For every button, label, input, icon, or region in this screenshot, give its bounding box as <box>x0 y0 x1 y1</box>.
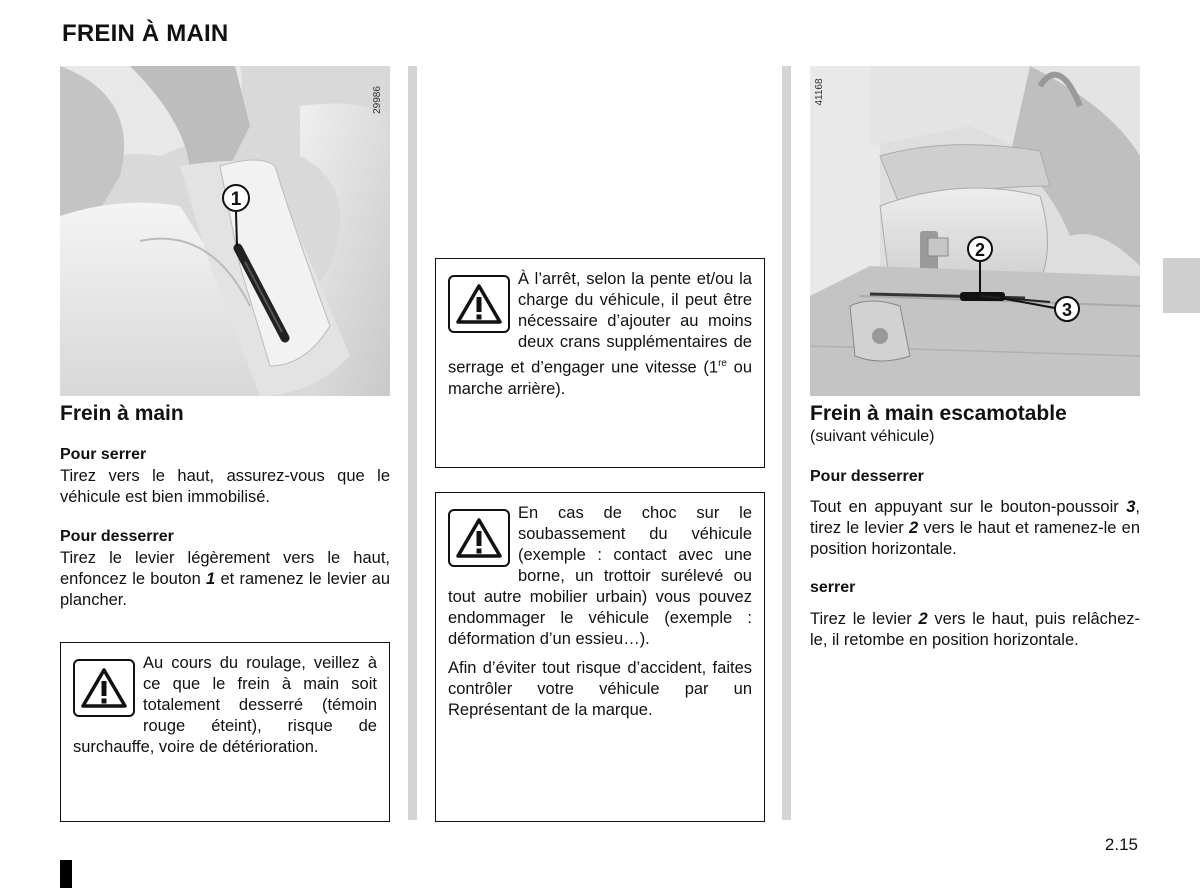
warning-text-para1: En cas de choc sur le soubassement du véhicule (exemple : contact avec une borne, un trottoir surélevé ou tout autre mobilier urbain) vous pouvez endommager le véhicule (exemple : déformation d’un essieu…). <box>448 504 752 648</box>
ref-lever-2: 2 <box>918 610 928 628</box>
callout-2: 2 <box>974 240 986 260</box>
figure-ref-number: 29986 <box>372 86 383 114</box>
column-separator-left <box>408 66 417 820</box>
callout-1: 1 <box>230 189 242 210</box>
pour-serrer-text: Tirez vers le haut, assurez-vous que le véhicule est bien immobilisé. <box>60 467 390 506</box>
pour-desserrer-text: Tirez le levier légèrement vers le haut, enfoncez le bouton 1 et ramenez le levier au plancher. <box>60 549 390 609</box>
serrer-label: serrer <box>810 579 856 596</box>
corner-mark <box>60 860 72 888</box>
warning-triangle-icon <box>73 659 135 717</box>
callout-3: 3 <box>1061 300 1073 320</box>
warning-box-choc <box>435 492 765 822</box>
warning-box-roulage <box>60 642 390 822</box>
figure-ref-number: 41168 <box>814 78 825 106</box>
warning-text: Au cours du roulage, veillez à ce que le frein à main soit totalement desserré (témoin rouge éteint), risque de surchauffe, voire de détérioration. <box>73 654 377 756</box>
column-separator-right <box>782 66 791 820</box>
section-subheading: (suivant véhicule) <box>810 428 935 445</box>
pour-serrer-label: Pour serrer <box>60 446 147 463</box>
warning-triangle-icon <box>448 509 510 567</box>
pour-desserrer-text: Tout en appuyant sur le bouton-poussoir 3, tirez le levier 2 vers le haut et ramenez-le en position horizontale. <box>810 498 1141 558</box>
pour-desserrer-label: Pour desserrer <box>810 468 924 485</box>
retractable-handbrake-figure <box>810 66 1140 396</box>
section-heading-frein-a-main: Frein à main <box>60 402 184 425</box>
warning-triangle-icon <box>448 275 510 333</box>
page-title: FREIN À MAIN <box>62 20 229 47</box>
section-tab <box>1163 258 1200 313</box>
warning-text: À l’arrêt, selon la pente et/ou la charge du véhicule, il peut être nécessaire d’ajouter au moins deux crans supplémentaires de serrage et d’engager une vitesse (1re ou marche arrière). <box>448 270 753 398</box>
section-heading-frein-escamotable: Frein à main escamotable <box>810 402 1067 425</box>
serrer-text: Tirez le levier 2 vers le haut, puis relâchez-le, il retombe en position horizontale. <box>810 610 1141 649</box>
page-number: 2.15 <box>1104 835 1138 854</box>
pour-desserrer-label: Pour desserrer <box>60 528 174 545</box>
ref-button-3: 3 <box>1126 498 1136 516</box>
ref-lever-2: 2 <box>908 519 919 537</box>
handbrake-figure <box>60 66 390 396</box>
warning-text-para2: Afin d’éviter tout risque d’accident, faites contrôler votre véhicule par un Représentant de la marque. <box>448 659 752 719</box>
ref-button-1: 1 <box>206 570 216 588</box>
warning-box-pente <box>435 258 765 468</box>
